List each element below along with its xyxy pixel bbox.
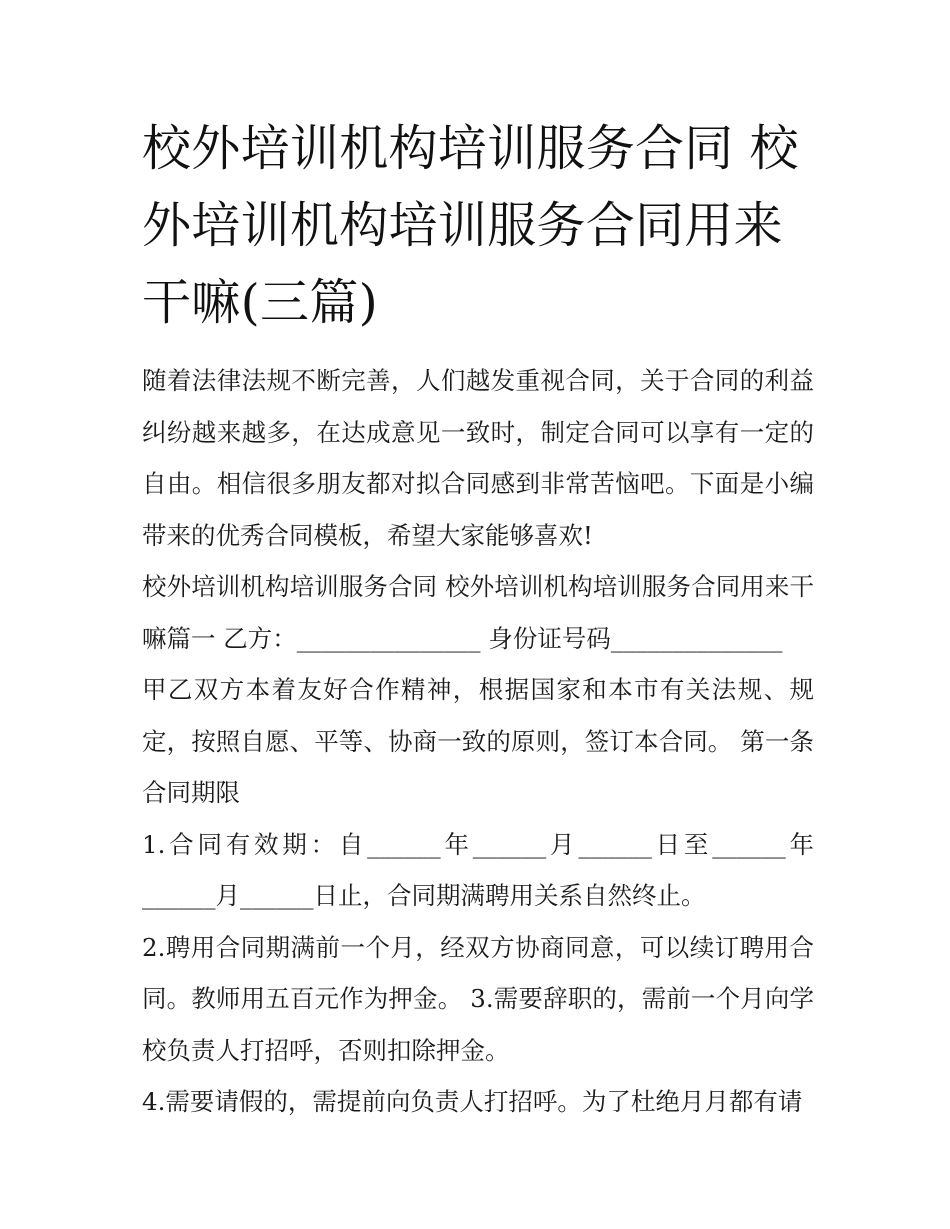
- clause-4-paragraph: 4.需要请假的，需提前向负责人打招呼。为了杜绝月月都有请: [142, 1087, 803, 1116]
- intro-paragraph: 随着法律法规不断完善，人们越发重视合同，关于合同的利益纠纷越来越多，在达成意见一致时，制定合同可以享有一定的自由。相信很多朋友都对拟合同感到非常苦恼吧。下面是小编带来的优秀合同模板，希望大家能够喜欢!: [142, 366, 814, 550]
- principle-paragraph: 甲乙双方本着友好合作精神，根据国家和本市有关法规、规定，按照自愿、平等、协商一致的原则，签订本合同。 第一条 合同期限: [142, 675, 814, 807]
- clause-1-paragraph: 1.合同有效期：自______年______月______日至______年______月______日止，合同期满聘用关系自然终止。: [142, 829, 814, 910]
- document-body: [142, 355, 814, 1128]
- document-page: [142, 110, 814, 1128]
- party-b-paragraph: 校外培训机构培训服务合同 校外培训机构培训服务合同用来干嘛篇一 乙方：_______________ 身份证号码______________: [142, 572, 814, 653]
- clause-2-3-paragraph: 2.聘用合同期满前一个月，经双方协商同意，可以续订聘用合同。教师用五百元作为押金。 3.需要辞职的，需前一个月向学校负责人打招呼，否则扣除押金。: [142, 932, 814, 1065]
- document-title: 校外培训机构培训服务合同 校外培训机构培训服务合同用来干嘛(三篇): [142, 120, 799, 331]
